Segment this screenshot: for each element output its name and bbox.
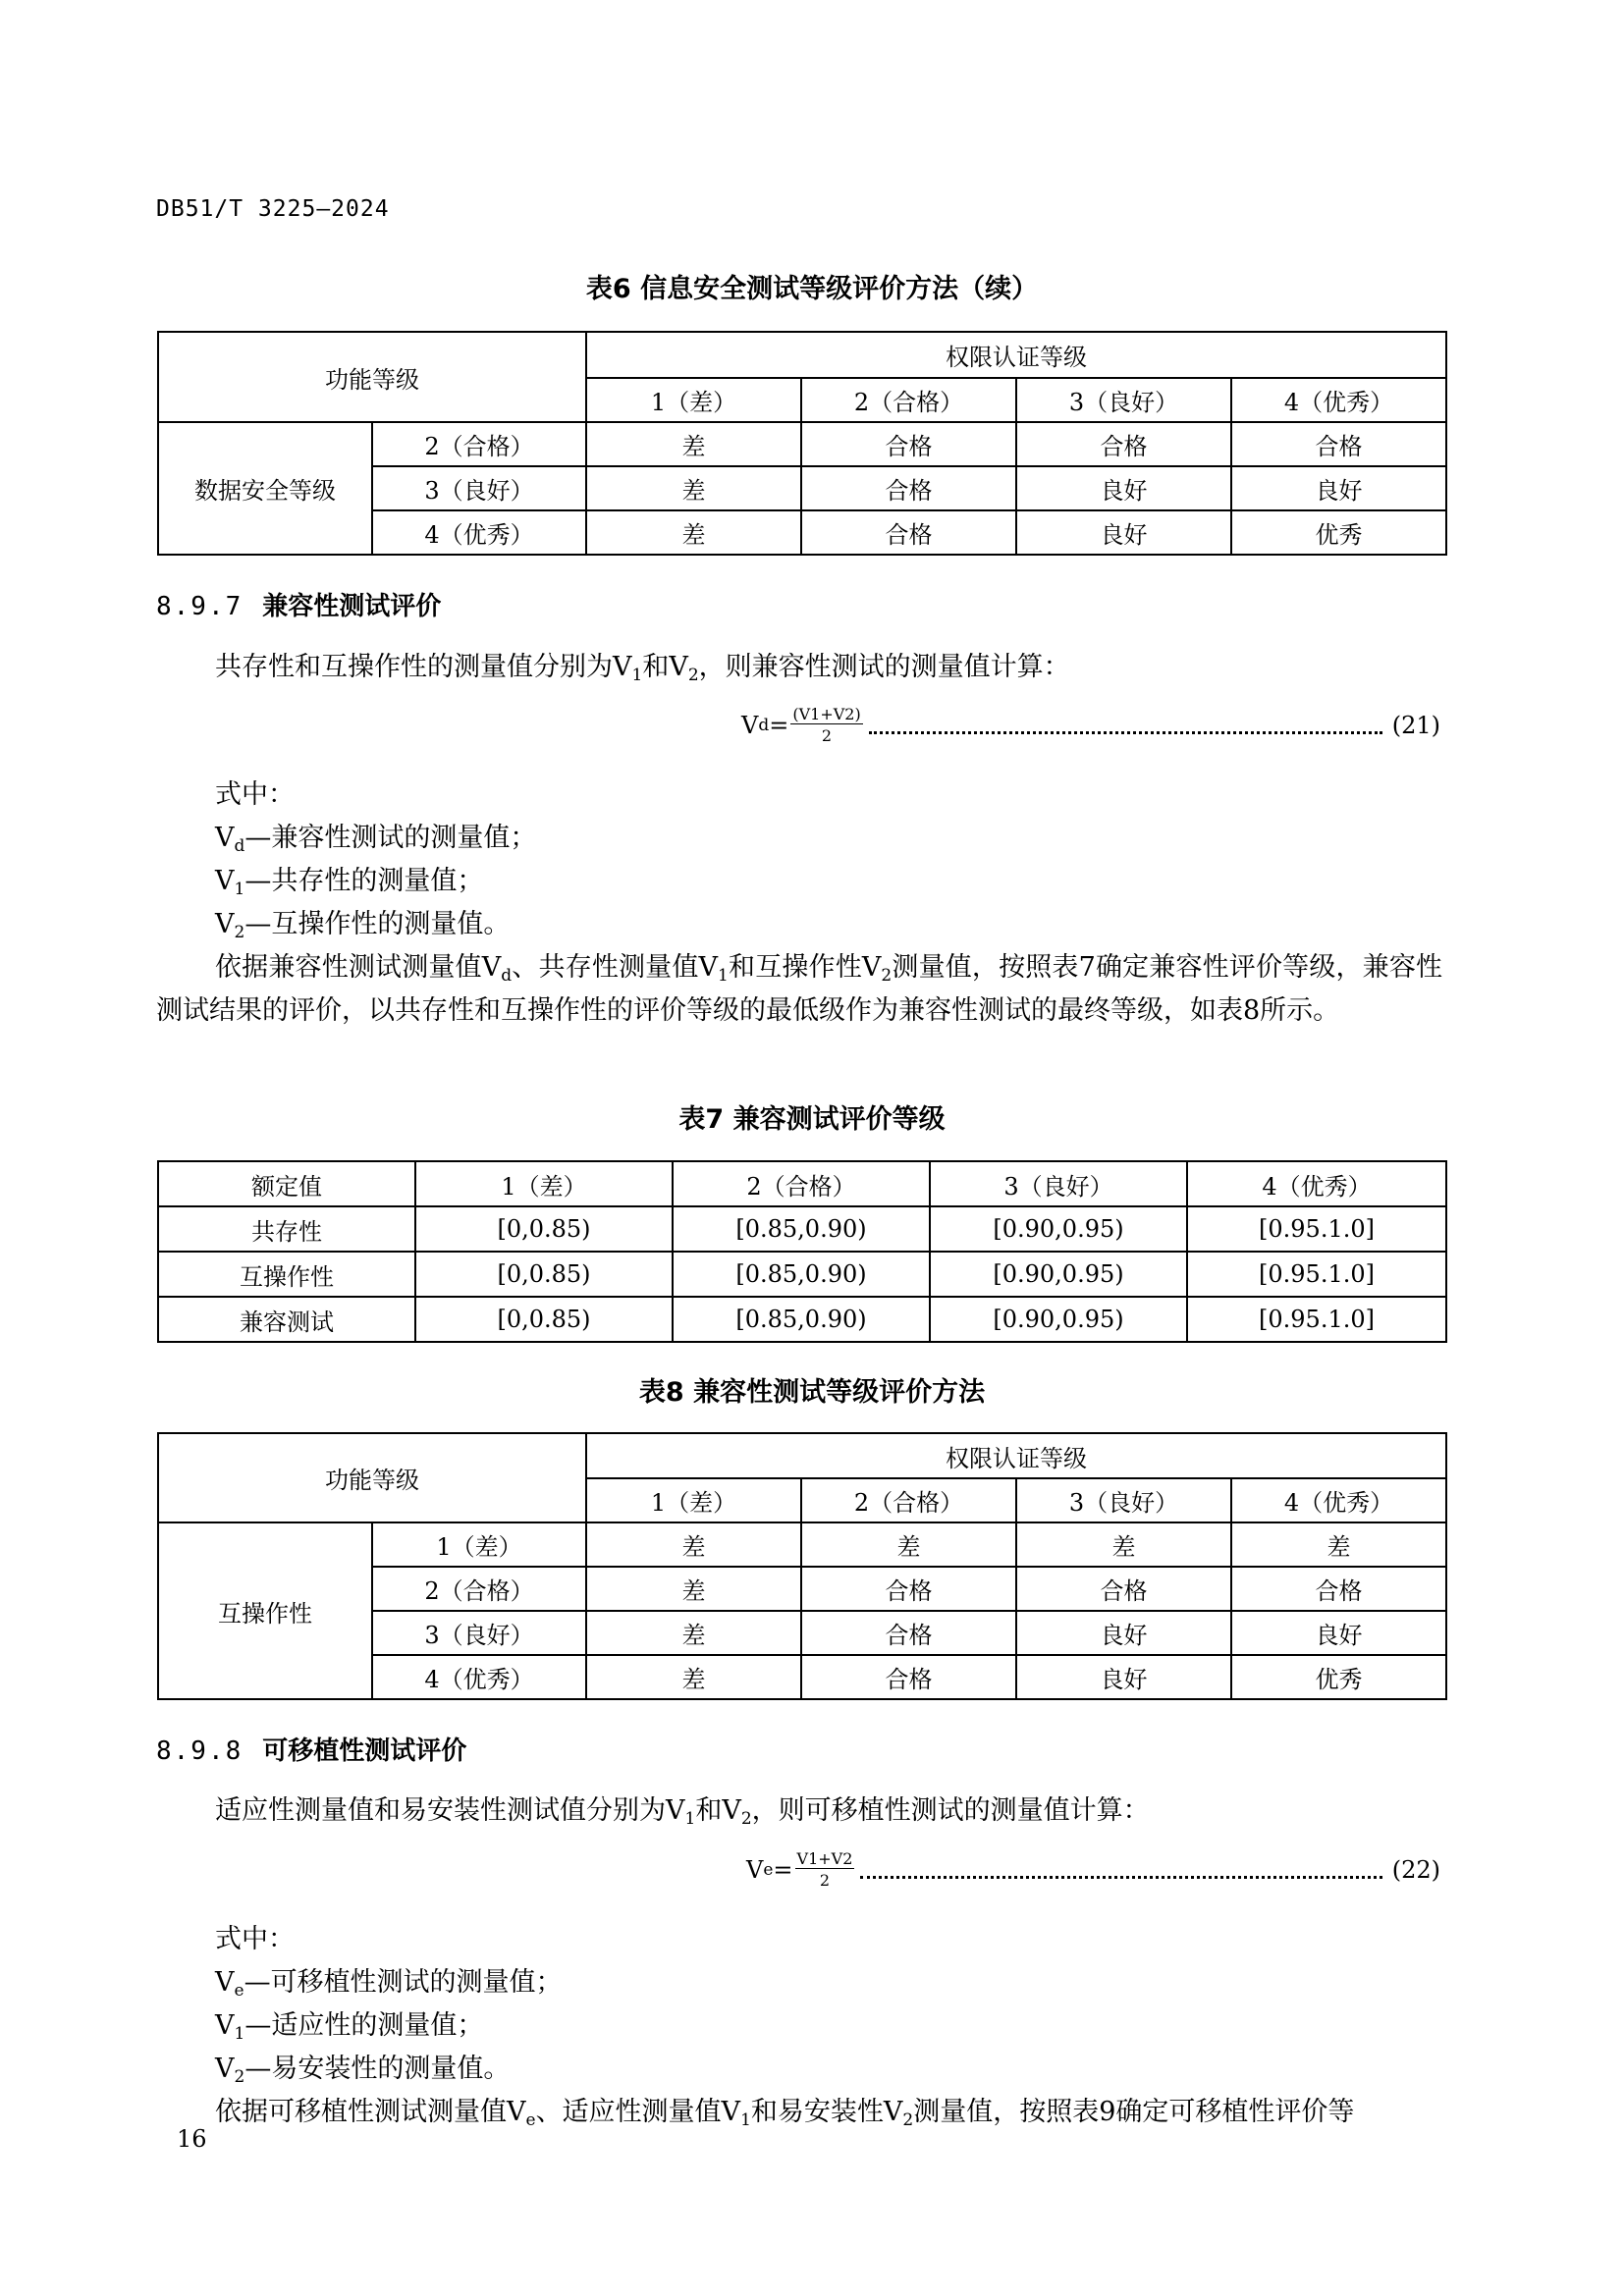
table7-row-label: 互操作性 <box>158 1252 415 1297</box>
table8-cell: 差 <box>586 1567 801 1611</box>
formula-number: (22) <box>1391 1855 1440 1884</box>
table7-cell: [0.95.1.0] <box>1187 1297 1446 1342</box>
formula-fraction: $\frac{(V1+V2)}{2}$ <box>792 705 861 745</box>
table6-corner-label: 功能等级 <box>158 332 586 422</box>
table7-row-label: 兼容测试 <box>158 1297 415 1342</box>
table8-cell: 差 <box>586 1655 801 1699</box>
table7-header: 2（合格） <box>673 1161 930 1206</box>
table7-cell: [0.95.1.0] <box>1187 1252 1446 1297</box>
table6-cell: 差 <box>586 466 801 510</box>
definition-item: $V_2—$互操作性的测量值。 <box>215 909 511 942</box>
table8-cell: 合格 <box>801 1611 1016 1655</box>
table7-header: 4（优秀） <box>1187 1161 1446 1206</box>
table7-header: 3（良好） <box>930 1161 1187 1206</box>
table7 <box>157 1160 1447 1343</box>
table6 <box>157 331 1447 556</box>
table7-cell: [0.85,0.90) <box>673 1297 930 1342</box>
section-898-heading <box>156 1731 466 1767</box>
table8-col-header: 2（合格） <box>801 1478 1016 1522</box>
section-number: 8.9.8 <box>156 1736 244 1766</box>
table6-col-header: 2（合格） <box>801 378 1016 422</box>
page-number: 16 <box>177 2125 207 2153</box>
table6-cell: 差 <box>586 510 801 555</box>
definition-item: $V_e—$可移植性测试的测量值； <box>215 1967 563 2001</box>
table8-cell: 合格 <box>801 1567 1016 1611</box>
leader-dots <box>860 1876 1381 1879</box>
table6-row-label: 2（合格） <box>372 422 586 466</box>
formula-number: (21) <box>1391 711 1440 739</box>
table6-cell: 良好 <box>1231 466 1446 510</box>
table8-cell: 良好 <box>1016 1611 1231 1655</box>
section-title: 可移植性测试评价 <box>262 1736 467 1766</box>
table8-cell: 差 <box>586 1611 801 1655</box>
table7-header: 额定值 <box>158 1161 415 1206</box>
section-898-paragraph: 依据可移植性测试测量值$V_e$、适应性测量值$V_1$和易安装性$V_2$测量值，按照表9确定可移植性评价等 <box>215 2097 1355 2130</box>
table6-row-group-label: 数据安全等级 <box>158 422 372 555</box>
table6-col-header: 1（差） <box>586 378 801 422</box>
table6-cell: 合格 <box>801 422 1016 466</box>
table6-caption: 表6 信息安全测试等级评价方法（续） <box>585 274 1039 304</box>
table8-caption: 表8 兼容性测试等级评价方法 <box>638 1377 986 1408</box>
table6-cell: 良好 <box>1016 510 1231 555</box>
section-897-heading <box>156 586 441 622</box>
definition-item: $V_d—$兼容性测试的测量值； <box>215 823 537 856</box>
table7-cell: [0.95.1.0] <box>1187 1206 1446 1252</box>
table8-row-label: 1（差） <box>372 1522 586 1567</box>
table7-cell: [0.90,0.95) <box>930 1252 1187 1297</box>
formula-fraction: $\frac{V1+V2}{2}$ <box>796 1849 853 1890</box>
section-number: 8.9.7 <box>156 592 244 621</box>
table7-row-label: 共存性 <box>158 1206 415 1252</box>
table8-row-label: 2（合格） <box>372 1567 586 1611</box>
section-title: 兼容性测试评价 <box>262 592 442 621</box>
table6-cell: 合格 <box>1016 422 1231 466</box>
table7-cell: [0.85,0.90) <box>673 1206 930 1252</box>
where-label: 式中： <box>215 1924 295 1954</box>
table8-col-header: 4（优秀） <box>1231 1478 1446 1522</box>
table8 <box>157 1432 1447 1700</box>
section-897-intro: 共存性和互操作性的测量值分别为$V_1$和$V_2$，则兼容性测试的测量值计算： <box>215 652 1070 685</box>
table8-cell: 合格 <box>801 1655 1016 1699</box>
definition-item: $V_2—$易安装性的测量值。 <box>215 2054 511 2087</box>
table8-cell: 合格 <box>1231 1567 1446 1611</box>
table7-cell: [0.90,0.95) <box>930 1206 1187 1252</box>
table6-cell: 差 <box>586 422 801 466</box>
table7-cell: [0,0.85) <box>415 1252 673 1297</box>
table8-cell: 差 <box>586 1522 801 1567</box>
table6-row-label: 4（优秀） <box>372 510 586 555</box>
table8-cell: 良好 <box>1231 1611 1446 1655</box>
table6-cell: 优秀 <box>1231 510 1446 555</box>
table6-top-header: 权限认证等级 <box>586 332 1446 378</box>
table8-cell: 差 <box>801 1522 1016 1567</box>
table8-cell: 优秀 <box>1231 1655 1446 1699</box>
table6-col-header: 4（优秀） <box>1231 378 1446 422</box>
table8-cell: 差 <box>1016 1522 1231 1567</box>
table7-cell: [0,0.85) <box>415 1297 673 1342</box>
table6-cell: 合格 <box>1231 422 1446 466</box>
where-label: 式中： <box>215 779 295 810</box>
formula-21: V d = $\frac{(V1+V2)}{2}$ (21) <box>741 705 1440 745</box>
table7-cell: [0.85,0.90) <box>673 1252 930 1297</box>
definition-item: $V_1—$适应性的测量值； <box>215 2010 484 2044</box>
table6-col-header: 3（良好） <box>1016 378 1231 422</box>
table6-cell: 良好 <box>1016 466 1231 510</box>
table8-col-header: 1（差） <box>586 1478 801 1522</box>
table6-cell: 合格 <box>801 466 1016 510</box>
standard-code: DB51/T 3225—2024 <box>156 196 390 222</box>
table8-cell: 差 <box>1231 1522 1446 1567</box>
table6-row-label: 3（良好） <box>372 466 586 510</box>
leader-dots <box>869 731 1382 734</box>
table7-cell: [0.90,0.95) <box>930 1297 1187 1342</box>
table7-caption: 表7 兼容测试评价等级 <box>678 1104 946 1135</box>
definition-item: $V_1—$共存性的测量值； <box>215 866 484 899</box>
table7-cell: [0,0.85) <box>415 1206 673 1252</box>
table8-row-label: 3（良好） <box>372 1611 586 1655</box>
table6-cell: 合格 <box>801 510 1016 555</box>
table8-row-group-label: 互操作性 <box>158 1522 372 1699</box>
table8-cell: 良好 <box>1016 1655 1231 1699</box>
section-898-intro: 适应性测量值和易安装性测试值分别为$V_1$和$V_2$，则可移植性测试的测量值计算： <box>215 1795 1150 1829</box>
table8-row-label: 4（优秀） <box>372 1655 586 1699</box>
table8-col-header: 3（良好） <box>1016 1478 1231 1522</box>
table7-header: 1（差） <box>415 1161 673 1206</box>
table8-cell: 合格 <box>1016 1567 1231 1611</box>
table8-top-header: 权限认证等级 <box>586 1433 1446 1478</box>
section-897-paragraph: 依据兼容性测试测量值$V_d$、共存性测量值$V_1$和互操作性$V_2$测量值，按照表7确定兼容性评价等级，兼容性测试结果的评价，以共存性和互操作性的评价等级的最低级作为兼容性测试的最终等级，如表8所示。 <box>156 952 1443 1026</box>
table8-corner-label: 功能等级 <box>158 1433 586 1522</box>
formula-22: V e = $\frac{V1+V2}{2}$ (22) <box>746 1849 1440 1890</box>
